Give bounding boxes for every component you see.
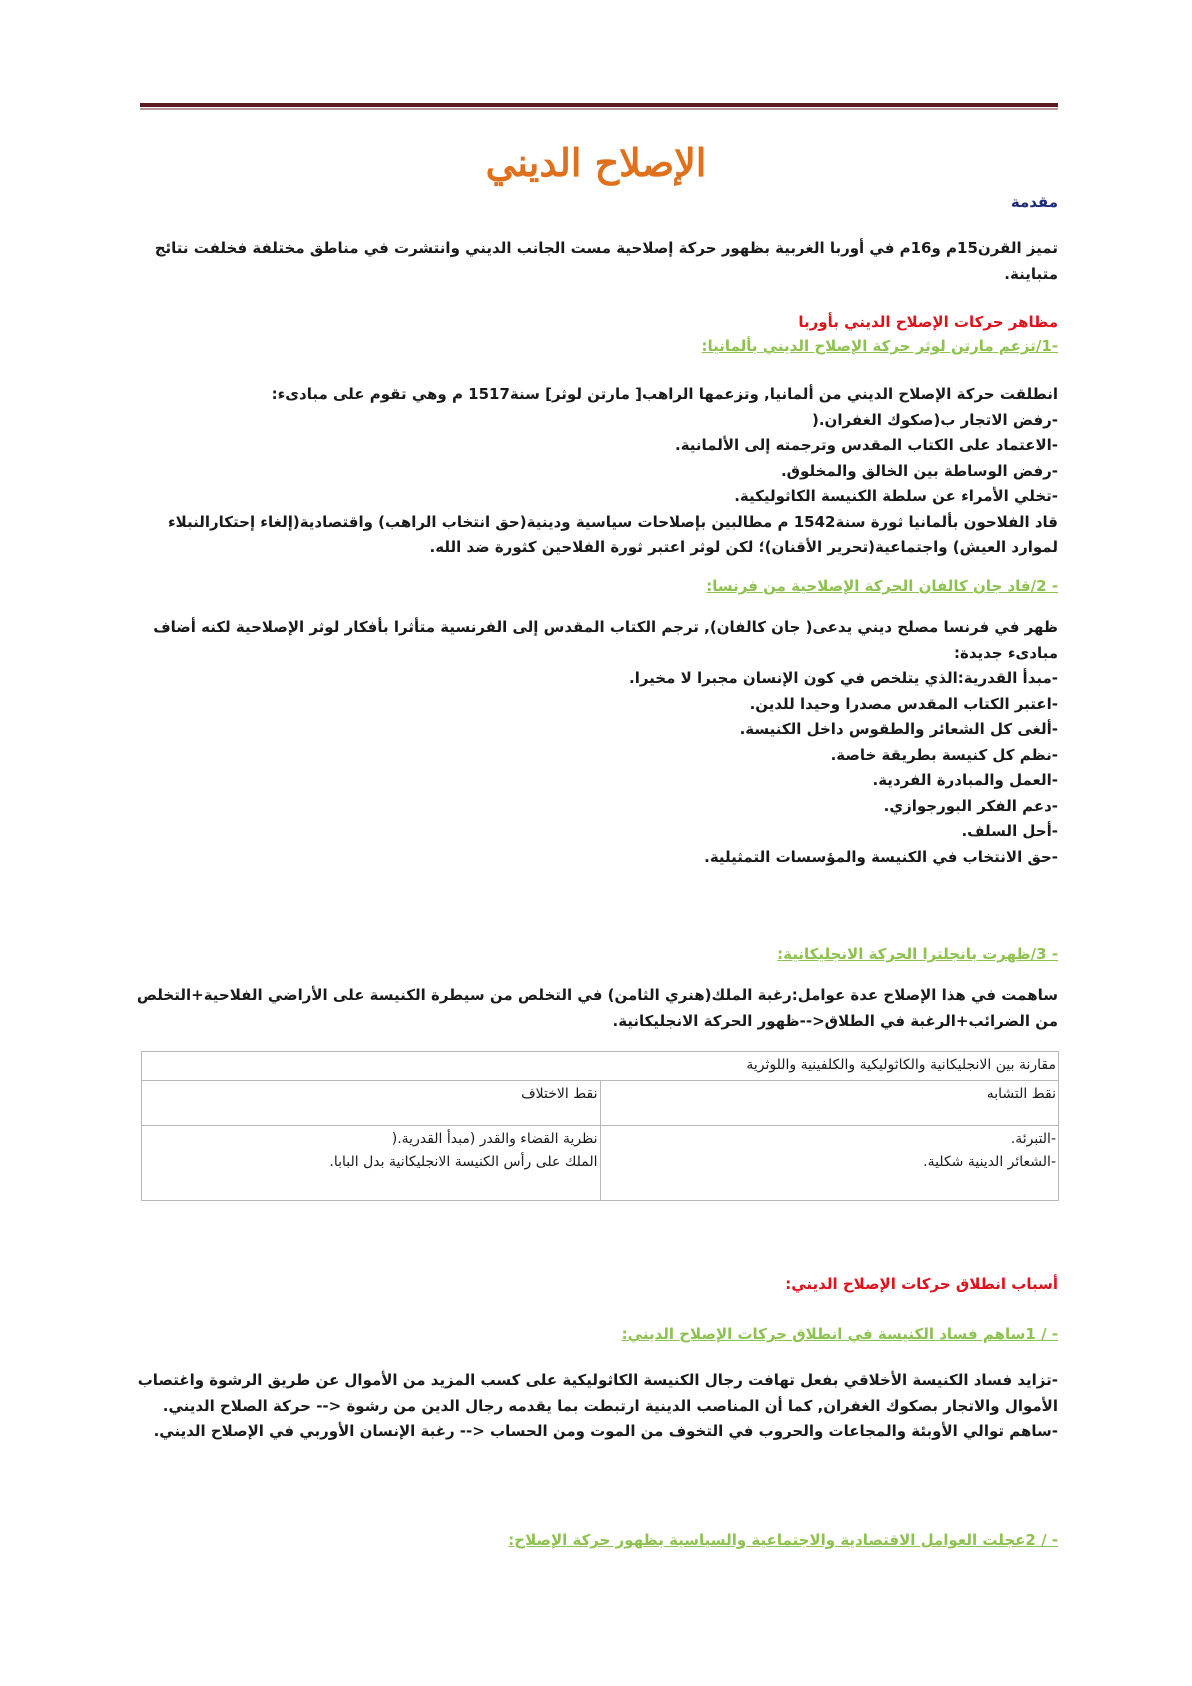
table-caption: مقارنة بين الانجليكانية والكاثوليكية والكلفينية واللوثرية	[142, 1052, 1059, 1081]
germany-section	[133, 382, 1058, 561]
comparison-table	[141, 1051, 1059, 1201]
england-paragraph: ساهمت في هذا الإصلاح عدة عوامل:رغبة الملك(هنري الثامن) في التخلص من سيطرة الكنيسة على الأراضي الفلاحية+التخلص من الضرائب+الرغبة في الطلاق<--ظهور الحركة الانجليكانية.	[136, 986, 1058, 1030]
france-intro: ظهر في فرنسا مصلح ديني يدعى( جان كالفان), ترجم الكتاب المقدس إلى الفرنسية متأثرا بأفكار لوثر الإصلاحية لكنه أضاف مبادىء جديدة:	[153, 618, 1058, 662]
church-corruption-subheading: - / 1ساهم فساد الكنيسة في انطلاق حركات الإصلاح الديني:	[621, 1325, 1058, 1343]
france-point: -دعم الفكر البورجوازي.	[883, 796, 1058, 815]
church-corruption-text: -تزايد فساد الكنيسة الأخلاقي بفعل تهافت رجال الكنيسة الكاثوليكية على كسب المزيد من الأموال عن طريق الرشوة واغتصاب الأموال والاتجار بصكوك الغفران, كما أن المناصب الدينية ارتبطت بما يقدمه رجال الدين من رشوة <-- حركة الصلاح الديني.	[137, 1371, 1058, 1415]
similarities-cell	[600, 1126, 1059, 1201]
england-subheading: - 3/ظهرت بانجلترا الحركة الانجليكانية:	[777, 945, 1058, 963]
header-rule-shadow	[140, 108, 1058, 110]
germany-point: -رفض الاتجار ب(صكوك الغفران.(	[812, 410, 1058, 429]
header-rule	[140, 103, 1058, 107]
france-point: -ألغى كل الشعائر والطقوس داخل الكنيسة.	[739, 720, 1058, 738]
differences-cell	[142, 1126, 601, 1201]
differences-header: نقط الاختلاف	[142, 1081, 601, 1126]
germany-point: -رفض الوساطة بين الخالق والمخلوق.	[780, 461, 1058, 480]
page-title: الإصلاح الديني	[485, 140, 707, 185]
factors-subheading: - / 2عجلت العوامل الاقتصادية والاجتماعية والسياسية بظهور حركة الإصلاح:	[508, 1531, 1058, 1549]
france-point: -اعتبر الكتاب المقدس مصدرا وحيدا للدين.	[749, 694, 1058, 713]
france-point: -مبدأ القدرية:الذي يتلخص في كون الإنسان مجبرا لا مخيرا.	[629, 669, 1058, 687]
germany-intro: انطلقت حركة الإصلاح الديني من ألمانيا, وتزعمها الراهب[ مارتن لوثر] سنة1517 م وهي تقوم على مبادىء:	[271, 385, 1058, 403]
germany-point: -الاعتماد على الكتاب المقدس وترجمته إلى الألمانية.	[675, 436, 1058, 454]
germany-subheading: -1/تزعم مارتن لوثر حركة الإصلاح الديني بألمانيا:	[701, 337, 1058, 355]
germany-point: -تخلي الأمراء عن سلطة الكنيسة الكاثوليكية.	[734, 487, 1058, 505]
similarities-header: نقط التشابه	[600, 1081, 1059, 1126]
france-point: -أحل السلف.	[961, 822, 1058, 840]
peasants-revolt-paragraph: قاد الفلاحون بألمانيا ثورة سنة1542 م مطالبين بإصلاحات سياسية ودينية(حق انتخاب الراهب) واقتصادية(إلغاء إحتكارالنبلاء لموارد العيش) واجتماعية(تحرير الأقنان)؛ لكن لوثر اعتبر ثورة الفلاحين كثورة ضد الله.	[167, 512, 1058, 556]
similarity-item: -التبرئة.	[1010, 1131, 1056, 1147]
intro-heading: مقدمة	[1010, 193, 1058, 211]
similarity-item: -الشعائر الدينية شكلية.	[923, 1154, 1056, 1170]
causes-heading: أسباب انطلاق حركات الإصلاح الديني:	[785, 1275, 1058, 1293]
france-point: -حق الانتخاب في الكنيسة والمؤسسات التمثيلية.	[704, 847, 1058, 866]
france-point: -نظم كل كنيسة بطريقة خاصة.	[830, 745, 1058, 764]
aspects-heading: مظاهر حركات الإصلاح الديني بأوربا	[798, 313, 1058, 331]
church-corruption-section	[133, 1368, 1058, 1445]
france-point: -العمل والمبادرة الفردية.	[872, 771, 1058, 789]
intro-paragraph: تميز القرن15م و16م في أوربا الغربية بظهور حركة إصلاحية مست الجانب الديني وانتشرت في مناطق مختلفة فخلفت نتائج متباينة.	[154, 239, 1058, 283]
france-section	[133, 615, 1058, 870]
plagues-text: -ساهم توالي الأوبئة والمجاعات والحروب في التخوف من الموت ومن الحساب <-- رغبة الإنسان الأوربي في الإصلاح الديني.	[153, 1422, 1058, 1440]
difference-item: الملك على رأس الكنيسة الانجليكانية بدل البابا.	[329, 1154, 598, 1170]
difference-item: نظرية القضاء والقدر (مبدأ القدرية.(	[391, 1131, 598, 1147]
france-subheading: - 2/قاد جان كالفان الحركة الإصلاحية من فرنسا:	[706, 577, 1058, 595]
